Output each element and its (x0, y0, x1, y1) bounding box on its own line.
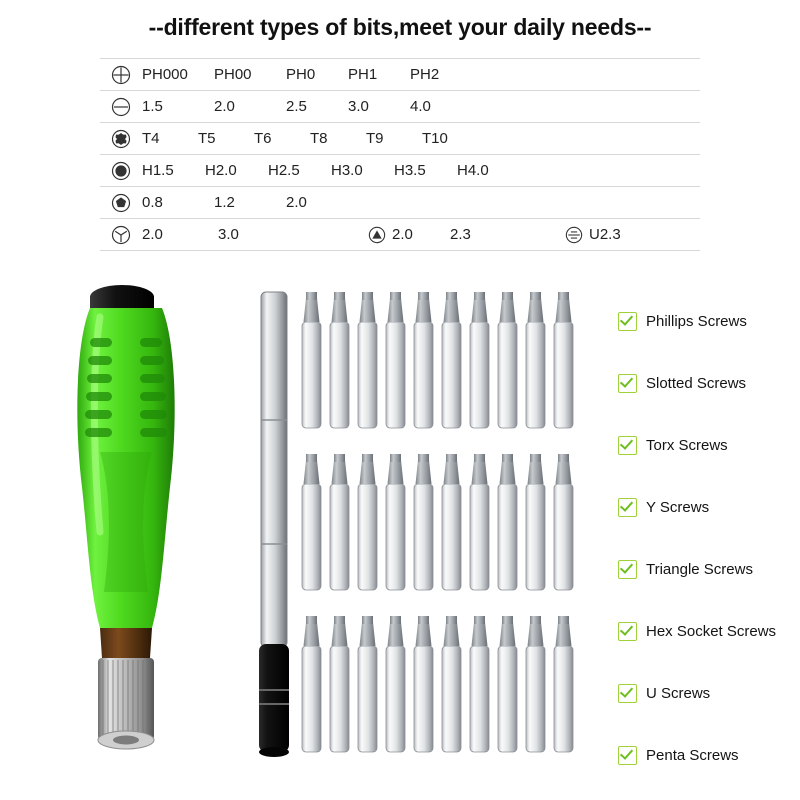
spec-value: T10 (422, 130, 448, 147)
torx-bit-icon (100, 129, 142, 149)
spec-row-hex-socket (100, 155, 700, 187)
y-bit-icon (100, 225, 142, 245)
checklist-item-u (618, 662, 800, 724)
screw-type-checklist (618, 290, 800, 786)
check-icon (618, 684, 637, 703)
spec-value: PH000 (142, 66, 188, 83)
spec-value: H1.5 (142, 162, 174, 179)
check-icon (618, 498, 637, 517)
page-title: --different types of bits,meet your daily needs-- (148, 14, 652, 40)
triangle-bit-icon (368, 226, 386, 244)
spec-row-penta (100, 187, 700, 219)
spec-value: U2.3 (589, 226, 621, 243)
bit-spec-table (100, 58, 700, 251)
spec-row-phillips (100, 58, 700, 91)
checklist-label: Hex Socket Screws (646, 622, 777, 640)
penta-bit-icon (100, 193, 142, 213)
checklist-item-torx (618, 414, 800, 476)
spec-value: H3.5 (394, 162, 426, 179)
spec-value: 1.2 (214, 194, 235, 211)
spec-row-torx (100, 123, 700, 155)
spec-value: H2.5 (268, 162, 300, 179)
check-icon (618, 312, 637, 331)
spec-value: 2.3 (450, 226, 471, 243)
bit-row-2 (302, 454, 573, 590)
checklist-label: Slotted Screws (646, 374, 747, 392)
spec-value: 2.0 (142, 226, 163, 243)
checklist-item-y (618, 476, 800, 538)
spec-value: 2.5 (286, 98, 307, 115)
spec-value: T5 (198, 130, 216, 147)
spec-value: 4.0 (410, 98, 431, 115)
spec-value: 2.0 (214, 98, 235, 115)
screwdriver-bits-grid (300, 292, 590, 762)
spec-value: PH1 (348, 66, 378, 83)
spec-value: H4.0 (457, 162, 489, 179)
spec-value: PH2 (410, 66, 440, 83)
spec-value: PH0 (286, 66, 316, 83)
spec-row-slotted (100, 91, 700, 123)
check-icon (618, 622, 637, 641)
checklist-label: Y Screws (646, 498, 710, 516)
bit-row-3 (302, 616, 573, 752)
spec-value: 3.0 (348, 98, 369, 115)
slotted-bit-icon (100, 97, 142, 117)
checklist-item-penta (618, 724, 800, 786)
checklist-item-triangle (618, 538, 800, 600)
spec-value: T4 (142, 130, 160, 147)
check-icon (618, 560, 637, 579)
u-bit-icon (565, 226, 583, 244)
spec-value: 1.5 (142, 98, 163, 115)
checklist-label: Triangle Screws (646, 560, 753, 578)
spec-value: 0.8 (142, 194, 163, 211)
checklist-item-slotted (618, 352, 800, 414)
spec-value: PH00 (214, 66, 252, 83)
spec-row-y-triangle-u (100, 219, 700, 251)
check-icon (618, 436, 637, 455)
magnetic-extension-bar (245, 272, 305, 772)
spec-value: H3.0 (331, 162, 363, 179)
checklist-label: Phillips Screws (646, 312, 747, 330)
checklist-label: U Screws (646, 684, 711, 702)
spec-value: T8 (310, 130, 328, 147)
bit-row-1 (302, 292, 573, 428)
phillips-bit-icon (100, 65, 142, 85)
checklist-label: Penta Screws (646, 746, 739, 764)
spec-value: 2.0 (392, 226, 413, 243)
spec-value: 2.0 (286, 194, 307, 211)
checklist-item-phillips (618, 290, 800, 352)
spec-value: H2.0 (205, 162, 237, 179)
checklist-label: Torx Screws (646, 436, 728, 454)
green-screwdriver-handle (60, 272, 210, 782)
spec-value: T9 (366, 130, 384, 147)
spec-value: T6 (254, 130, 272, 147)
check-icon (618, 374, 637, 393)
hex-socket-bit-icon (100, 161, 142, 181)
check-icon (618, 746, 637, 765)
spec-value: 3.0 (218, 226, 239, 243)
checklist-item-hex-socket (618, 600, 800, 662)
